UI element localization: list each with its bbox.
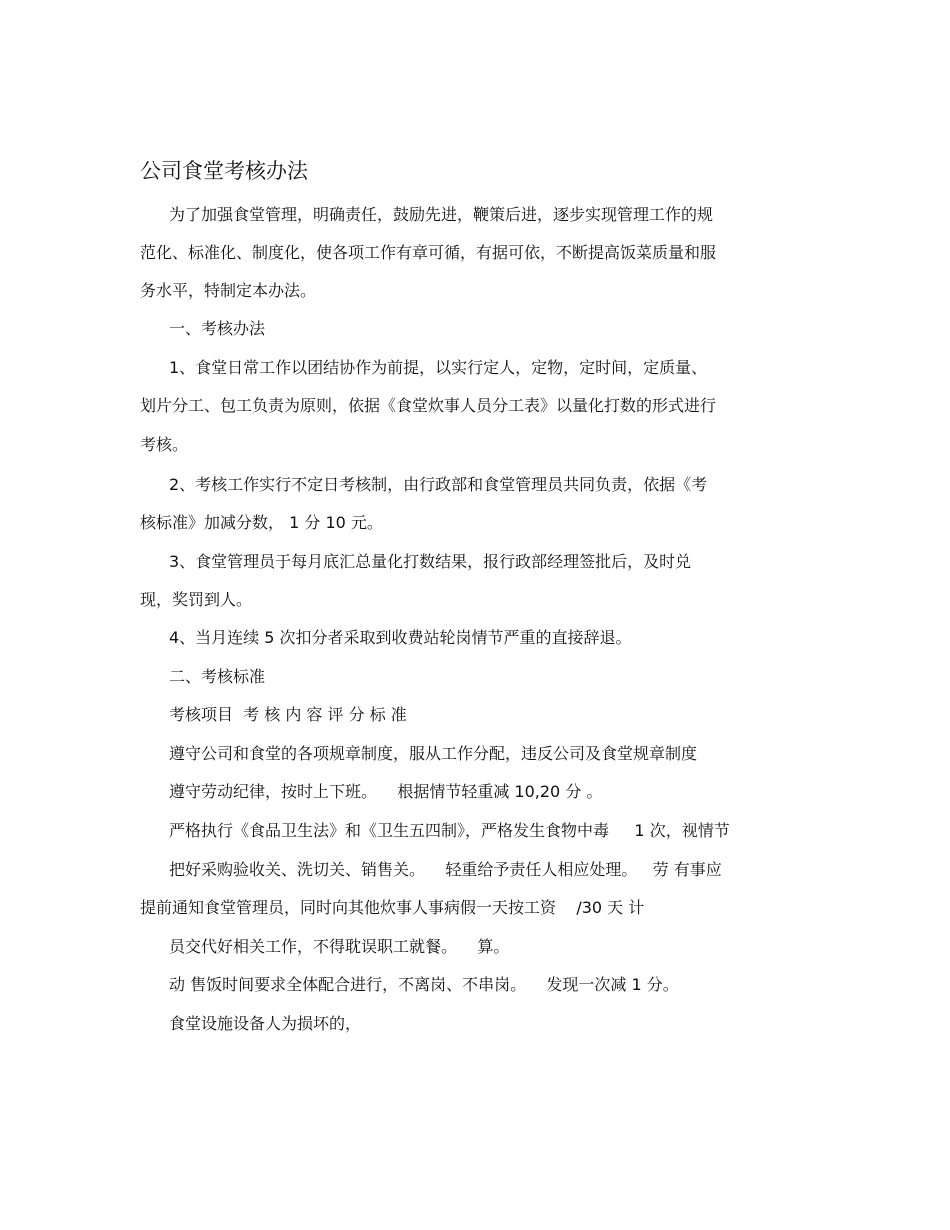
document-title: 公司食堂考核办法 [140, 159, 308, 183]
table-text-line: 把好采购验收关、洗切关、销售关。 轻重给予责任人相应处理。 劳 有事应 [169, 860, 722, 879]
table-text-line: 动 售饭时间要求全体配合进行，不离岗、不串岗。 发现一次减 1 分。 [169, 975, 679, 994]
section-heading: 二、考核标准 [169, 667, 266, 686]
paragraph-line: 核标准》加减分数， 1 分 10 元。 [140, 513, 383, 532]
paragraph-line: 范化、标准化、制度化，使各项工作有章可循，有据可依，不断提高饭菜质量和服 [140, 243, 717, 262]
table-text-line: 遵守劳动纪律，按时上下班。 根据情节轻重减 10,20 分 。 [169, 782, 603, 801]
table-text-line: 提前通知食堂管理员，同时向其他炊事人事病假一天按工资 /30 天 计 [140, 898, 645, 917]
table-header-line: 考核项目 考 核 内 容 评 分 标 准 [169, 705, 407, 724]
paragraph-line: 3、食堂管理员于每月底汇总量化打数结果，报行政部经理签批后，及时兑 [169, 552, 692, 571]
section-heading: 一、考核办法 [169, 319, 266, 338]
table-text-line: 食堂设施设备人为损坏的， [169, 1014, 362, 1033]
paragraph-line: 务水平，特制定本办法。 [140, 281, 317, 300]
paragraph-line: 为了加强食堂管理，明确责任，鼓励先进，鞭策后进，逐步实现管理工作的规 [169, 205, 714, 224]
paragraph-line: 考核。 [140, 435, 189, 454]
paragraph-line: 现，奖罚到人。 [140, 590, 253, 609]
table-text-line: 员交代好相关工作，不得耽误职工就餐。 算。 [169, 937, 510, 956]
paragraph-line: 划片分工、包工负责为原则，依据《食堂炊事人员分工表》以量化打数的形式进行 [140, 396, 717, 415]
table-text-line: 严格执行《食品卫生法》和《卫生五四制》，严格发生食物中毒 1 次，视情节 [169, 821, 730, 840]
paragraph-line: 4、当月连续 5 次扣分者采取到收费站轮岗情节严重的直接辞退。 [169, 628, 632, 647]
paragraph-line: 2、考核工作实行不定日考核制，由行政部和食堂管理员共同负责，依据《考 [169, 475, 708, 494]
paragraph-line: 1、食堂日常工作以团结协作为前提，以实行定人，定物，定时间，定质量、 [169, 358, 708, 377]
table-text-line: 遵守公司和食堂的各项规章制度，服从工作分配，违反公司及食堂规章制度 [169, 744, 698, 763]
